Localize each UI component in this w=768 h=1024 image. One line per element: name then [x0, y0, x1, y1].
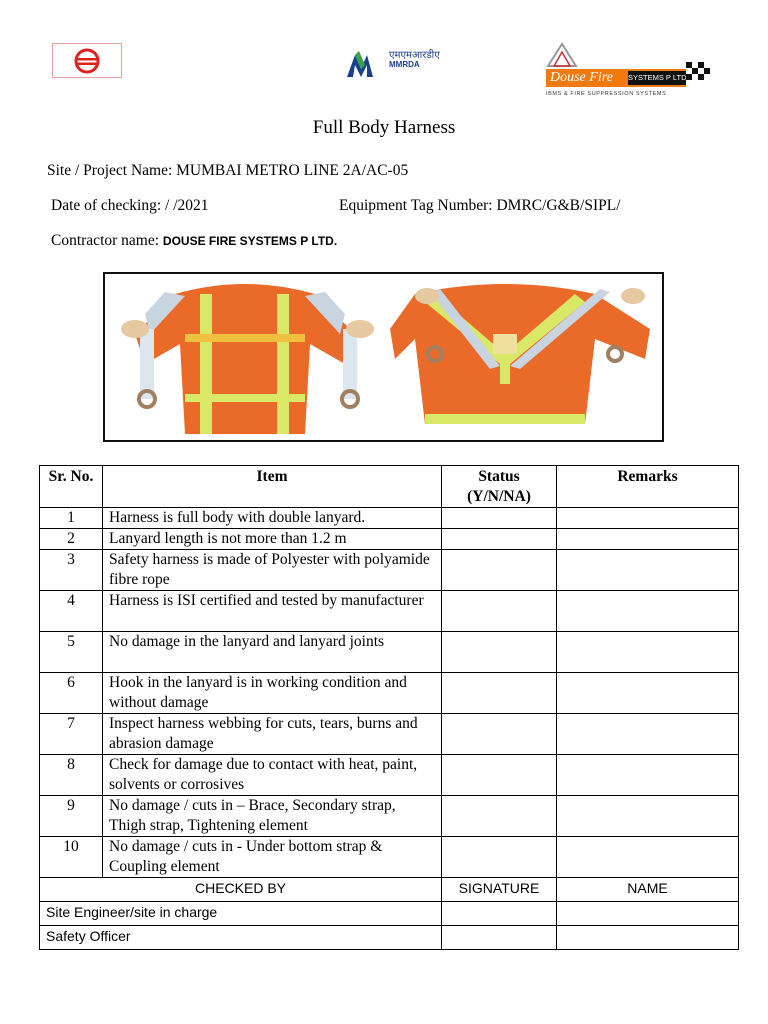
harness-front-figure [121, 284, 374, 434]
row-item: No damage / cuts in - Under bottom strap & Coupling element [103, 837, 442, 878]
status-cell[interactable] [442, 632, 557, 673]
name-cell[interactable] [557, 926, 739, 950]
date-of-checking-line: Date of checking: / /2021 [51, 197, 209, 214]
header-status: Status (Y/N/NA) [442, 466, 557, 508]
status-cell[interactable] [442, 837, 557, 878]
contractor-line [51, 232, 337, 250]
row-item: Lanyard length is not more than 1.2 m [103, 529, 442, 550]
remarks-cell[interactable] [557, 591, 739, 632]
table-row [40, 714, 739, 755]
table-row [40, 796, 739, 837]
row-item: Safety harness is made of Polyester with polyamide fibre rope [103, 550, 442, 591]
remarks-cell[interactable] [557, 632, 739, 673]
dmrc-logo [52, 43, 122, 78]
mmrda-text: MMRDA [389, 60, 420, 69]
remarks-cell[interactable] [557, 837, 739, 878]
remarks-cell[interactable] [557, 529, 739, 550]
status-cell[interactable] [442, 508, 557, 529]
contractor-value: DOUSE FIRE SYSTEMS P LTD. [162, 234, 338, 248]
harness-back-figure [390, 284, 650, 424]
remarks-cell[interactable] [557, 550, 739, 591]
table-row [40, 508, 739, 529]
row-number: 2 [40, 529, 103, 550]
checker-flag-icon [686, 62, 710, 80]
table-row [40, 632, 739, 673]
row-number: 6 [40, 673, 103, 714]
row-number: 3 [40, 550, 103, 591]
row-item: Harness is full body with double lanyard. [103, 508, 442, 529]
signer-row [40, 902, 739, 926]
name-cell[interactable] [557, 902, 739, 926]
row-item: No damage / cuts in – Brace, Secondary strap, Thigh strap, Tightening element [103, 796, 442, 837]
mmrda-hindi-text: एमएमआरडीए [389, 50, 440, 61]
row-number: 9 [40, 796, 103, 837]
status-cell[interactable] [442, 529, 557, 550]
status-cell[interactable] [442, 591, 557, 632]
contractor-label: Contractor name: [51, 232, 163, 249]
equipment-tag-line: Equipment Tag Number: DMRC/G&B/SIPL/ [339, 197, 621, 214]
remarks-cell[interactable] [557, 714, 739, 755]
status-cell[interactable] [442, 755, 557, 796]
remarks-cell[interactable] [557, 508, 739, 529]
mmrda-logo [345, 45, 455, 81]
status-cell[interactable] [442, 673, 557, 714]
harness-photo [103, 272, 664, 442]
table-row [40, 550, 739, 591]
table-row [40, 591, 739, 632]
table-header-row [40, 466, 739, 508]
header-item: Item [103, 466, 442, 508]
name-label: NAME [557, 878, 739, 902]
header-sr-no: Sr. No. [40, 466, 103, 508]
status-cell[interactable] [442, 550, 557, 591]
row-number: 7 [40, 714, 103, 755]
signer-row [40, 926, 739, 950]
row-item: Hook in the lanyard is in working condition and without damage [103, 673, 442, 714]
signature-cell[interactable] [442, 902, 557, 926]
douse-fire-logo [544, 42, 710, 100]
signer-site-engineer: Site Engineer/site in charge [40, 902, 442, 926]
checked-by-header-row [40, 878, 739, 902]
douse-systems-text: SYSTEMS P LTD [628, 71, 686, 85]
signature-cell[interactable] [442, 926, 557, 950]
remarks-cell[interactable] [557, 755, 739, 796]
table-row [40, 837, 739, 878]
table-row [40, 529, 739, 550]
remarks-cell[interactable] [557, 673, 739, 714]
row-item: No damage in the lanyard and lanyard joints [103, 632, 442, 673]
row-number: 5 [40, 632, 103, 673]
douse-brand-bar [546, 69, 686, 87]
row-item: Check for damage due to contact with heat, paint, solvents or corrosives [103, 755, 442, 796]
row-item: Harness is ISI certified and tested by manufacturer [103, 591, 442, 632]
row-item: Inspect harness webbing for cuts, tears, burns and abrasion damage [103, 714, 442, 755]
douse-brand-text: Douse Fire [550, 70, 613, 85]
row-number: 10 [40, 837, 103, 878]
row-number: 8 [40, 755, 103, 796]
table-row [40, 673, 739, 714]
header-remarks: Remarks [557, 466, 739, 508]
checklist-table [39, 465, 739, 950]
page-title: Full Body Harness [312, 117, 456, 138]
signature-label: SIGNATURE [442, 878, 557, 902]
douse-tagline: IBMS & FIRE SUPPRESSION SYSTEMS [546, 91, 667, 97]
row-number: 1 [40, 508, 103, 529]
remarks-cell[interactable] [557, 796, 739, 837]
status-cell[interactable] [442, 796, 557, 837]
row-number: 4 [40, 591, 103, 632]
site-project-line: Site / Project Name: MUMBAI METRO LINE 2A/AC-05 [47, 162, 409, 179]
status-cell[interactable] [442, 714, 557, 755]
signer-safety-officer: Safety Officer [40, 926, 442, 950]
table-row [40, 755, 739, 796]
checked-by-label: CHECKED BY [40, 878, 442, 902]
